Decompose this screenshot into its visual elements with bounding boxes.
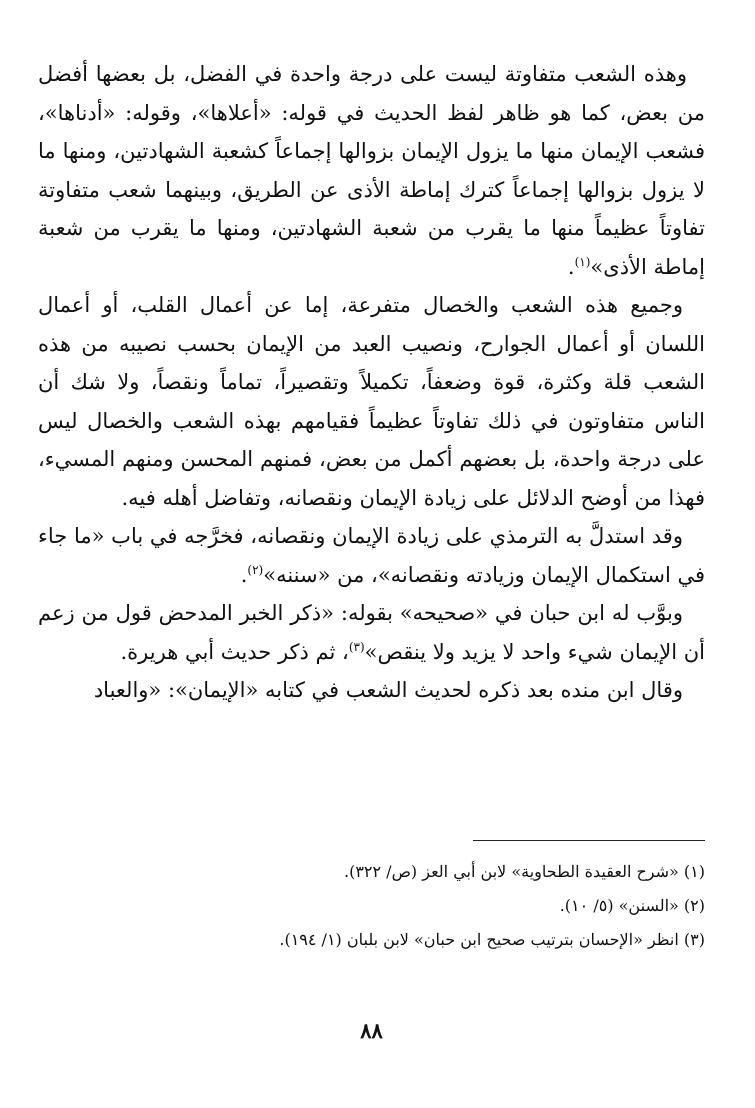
footnote-3: (٣) انظر «الإحسان بترتيب صحيح ابن حبان» لابن بلبان (١/ ١٩٤). [279, 930, 705, 949]
page-number: ٨٨ [360, 1018, 383, 1043]
paragraph-5 [38, 671, 705, 710]
footnote-ref-1: (١) [574, 254, 591, 269]
footnote-1: (١) «شرح العقيدة الطحاوية» لابن أبي العز (ص/ ٣٢٢). [343, 862, 705, 881]
footnote-2: (٢) «السنن» (٥/ ١٠). [559, 896, 705, 915]
paragraph-1-tail: . [567, 254, 575, 279]
paragraph-4-text: وبوَّب له ابن حبان في «صحيحه» بقوله: «ذكر الخبر المدحض قول من زعم أن الإيمان شيء واحد لا يزيد ولا ينقص» [38, 601, 705, 664]
paragraph-1-text: وهذه الشعب متفاوتة ليست على درجة واحدة في الفضل، بل بعضها أفضل من بعض، كما هو ظاهر لفظ الحديث في قوله: «أعلاها»، وقوله: «أدناها»، فشعب الإيمان منها ما يزول الإيمان بزوالها إجماعاً كشعبة الشهادتين، ومنها ما لا يزول بزوالها إجماعاً كترك إماطة الأذى عن الطريق، وبينهما شعب متفاوتة تفاوتاً عظيماً منها ما يقرب من شعبة الشهادتين، ومنها ما يقرب من شعبة إماطة الأذى» [38, 62, 705, 279]
footnote-ref-2: (٢) [247, 562, 264, 577]
paragraph-2 [38, 286, 705, 517]
main-text [38, 55, 705, 710]
footnotes [38, 855, 705, 957]
paragraph-3-text: وقد استدلَّ به الترمذي على زيادة الإيمان ونقصانه، فخرَّجه في باب «ما جاء في استكمال الإيمان وزيادته ونقصانه»، من «سننه» [38, 524, 705, 587]
paragraph-2-text: وجميع هذه الشعب والخصال متفرعة، إما عن أعمال القلب، أو أعمال اللسان أو أعمال الجوارح، ونصيب العبد من الإيمان بحسب نصيبه من هذه الشعب قلة وكثرة، قوة وضعفاً، تكميلاً وتقصيراً، تماماً ونقصاً، ولا شك أن الناس متفاوتون في ذلك تفاوتاً عظيماً فقيامهم بهذه الشعب والخصال ليس على درجة واحدة، بل بعضهم أكمل من بعض، فمنهم المحسن ومنهم المسيء، فهذا من أوضح الدلائل على زيادة الإيمان ونقصانه، وتفاضل أهله فيه. [38, 293, 705, 510]
footnote-ref-3: (٣) [348, 639, 365, 654]
footnote-divider [473, 840, 705, 841]
book-page [38, 55, 705, 1075]
paragraph-3 [38, 517, 705, 594]
paragraph-4 [38, 594, 705, 671]
paragraph-1 [38, 55, 705, 286]
paragraph-3-tail: . [240, 562, 248, 587]
paragraph-5-text: وقال ابن منده بعد ذكره لحديث الشعب في كتابه «الإيمان»: «والعباد [93, 678, 683, 702]
paragraph-4-tail: ، ثم ذكر حديث أبي هريرة. [120, 639, 349, 664]
